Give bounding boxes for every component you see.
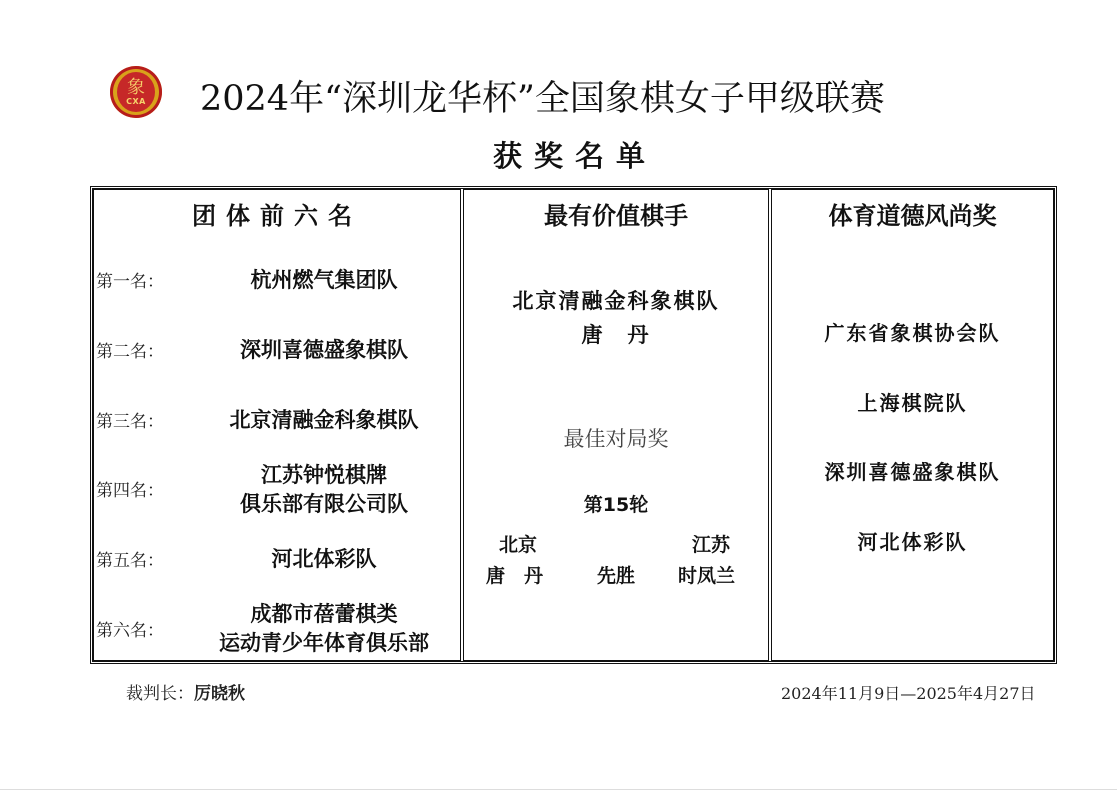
rank-team: 深圳喜德盛象棋队: [240, 338, 408, 362]
page-title: 2024年“深圳龙华杯”全国象棋女子甲级联赛: [200, 79, 885, 119]
team-top6-heading: 团体前六名: [192, 202, 362, 230]
best-game-left-team: 北京: [499, 534, 538, 556]
mvp-team: 北京清融金科象棋队: [512, 289, 720, 313]
sportsmanship-team: 河北体彩队: [857, 530, 968, 554]
cxa-logo: [110, 66, 162, 118]
sportsmanship-heading: 体育道德风尚奖: [828, 202, 997, 230]
referee-line: [126, 682, 245, 706]
referee-label: 裁判长：: [126, 684, 194, 704]
best-game-left-player: 唐 丹: [486, 565, 544, 587]
rank-team-line2: 俱乐部有限公司队: [240, 492, 408, 516]
rank-team-line1: 江苏钟悦棋牌: [261, 463, 387, 487]
rank-label: 第二名：: [96, 342, 164, 362]
logo-glyph: 象: [127, 76, 145, 98]
best-game-result: 先胜: [597, 565, 636, 587]
rank-team: 河北体彩队: [271, 547, 377, 571]
rank-label: 第一名：: [96, 272, 164, 292]
team-top6-column: [93, 189, 461, 661]
mvp-heading: 最有价值棋手: [544, 202, 688, 230]
rank-label: 第三名：: [96, 412, 164, 432]
best-game-round: 第15轮: [583, 494, 649, 516]
rank-team: 杭州燃气集团队: [250, 268, 398, 292]
sportsmanship-team: 上海棋院队: [857, 391, 968, 415]
rank-team: 北京清融金科象棋队: [229, 408, 419, 432]
logo-text: CXA: [126, 96, 146, 106]
best-game-right-player: 时凤兰: [678, 565, 736, 587]
referee-name: 厉晓秋: [194, 684, 245, 704]
best-game-heading: 最佳对局奖: [563, 427, 669, 451]
mvp-column: [463, 189, 769, 661]
rank-team-line1: 成都市蓓蕾棋类: [250, 602, 398, 626]
rank-team-line2: 运动青少年体育俱乐部: [219, 631, 429, 655]
logo-emblem: [117, 72, 155, 112]
sportsmanship-team: 广东省象棋协会队: [824, 321, 1001, 345]
rank-label: 第四名：: [96, 481, 164, 501]
event-dates: 2024年11月9日—2025年4月27日: [781, 684, 1036, 703]
page-subtitle: 获奖名单: [492, 139, 657, 173]
sportsmanship-team: 深圳喜德盛象棋队: [824, 460, 1001, 484]
sportsmanship-column: [771, 189, 1054, 661]
rank-label: 第六名：: [96, 621, 164, 641]
mvp-player: 唐 丹: [581, 323, 651, 347]
page-bottom-divider: [0, 789, 1117, 790]
best-game-right-team: 江苏: [692, 534, 731, 556]
rank-label: 第五名：: [96, 551, 164, 571]
